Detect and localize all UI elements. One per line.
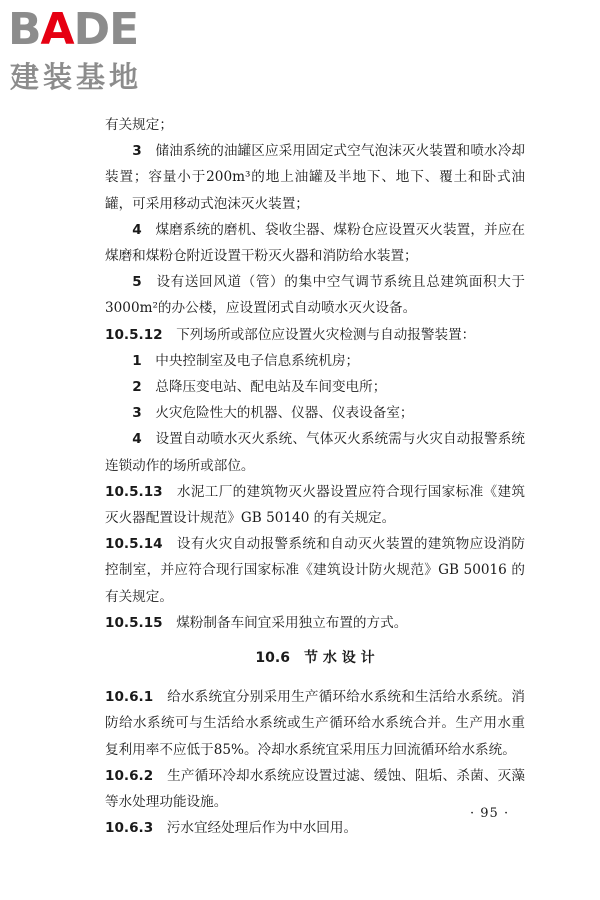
page-number: · 95 ·: [470, 806, 510, 821]
clause-10-5-13: 10.5.13 水泥工厂的建筑物灭火器设置应符合现行国家标准《建筑灭火器配置设计规范》GB 50140 的有关规定。: [105, 483, 525, 527]
list-item-4: 4 设置自动喷水灭火系统、气体灭火系统需与火灾自动报警系统连锁动作的场所或部位。: [105, 431, 526, 474]
clause-10-5-15: 10.5.15 煤粉制备车间宜采用独立布置的方式。: [105, 614, 408, 631]
clause-10-5-12: 10.5.12 下列场所或部位应设置火灾检测与自动报警装置：: [105, 326, 476, 343]
clause-10-6-3: 10.6.3 污水宜经处理后作为中水回用。: [105, 820, 358, 837]
clause-10-6-1: 10.6.1 给水系统宜分别采用生产循环给水系统和生活给水系统。消防给水系统可与生活给水系统或生产循环给水系统合并。生产用水重复利用率不应低于85%。冷却水系统宜采用压力回流循环给水系统。: [105, 689, 526, 758]
logo-wordmark: BADE: [8, 4, 139, 55]
list-item-2: 2 总降压变电站、配电站及车间变电所；: [132, 379, 387, 396]
item-4: 4 煤磨系统的磨机、袋收尘器、煤粉仓应设置灭火装置，并应在煤磨和煤粉仓附近设置干粉灭火器和消防给水装置；: [105, 221, 526, 265]
logo-subtitle: 建装基地: [10, 60, 143, 94]
page-content: [105, 112, 525, 841]
item-5: 5 设有送回风道（管）的集中空气调节系统且总建筑面积大于3000m²的办公楼，应设置闭式自动喷水灭火设备。: [105, 274, 526, 317]
item-3: 3 储油系统的油罐区应采用固定式空气泡沫灭火装置和喷水冷却装置；容量小于200m³的地上油罐及半地下、地下、覆土和卧式油罐，可采用移动式泡沫灭火装置；: [105, 143, 526, 212]
clause-10-6-2: 10.6.2 生产循环冷却水系统应设置过滤、缓蚀、阻垢、杀菌、灭藻等水处理功能设施。: [105, 767, 526, 811]
clause-10-5-14: 10.5.14 设有火灾自动报警系统和自动灭火装置的建筑物应设消防控制室，并应符合现行国家标准《建筑设计防火规范》GB 50016 的有关规定。: [105, 536, 525, 605]
list-item-1: 1 中央控制室及电子信息系统机房；: [132, 352, 360, 369]
bade-logo: [8, 6, 178, 96]
section-heading: 10.6 节 水 设 计: [255, 650, 375, 667]
paragraph-continuation: 有关规定；: [105, 117, 173, 133]
list-item-3: 3 火灾危险性大的机器、仪器、仪表设备室；: [132, 405, 414, 422]
